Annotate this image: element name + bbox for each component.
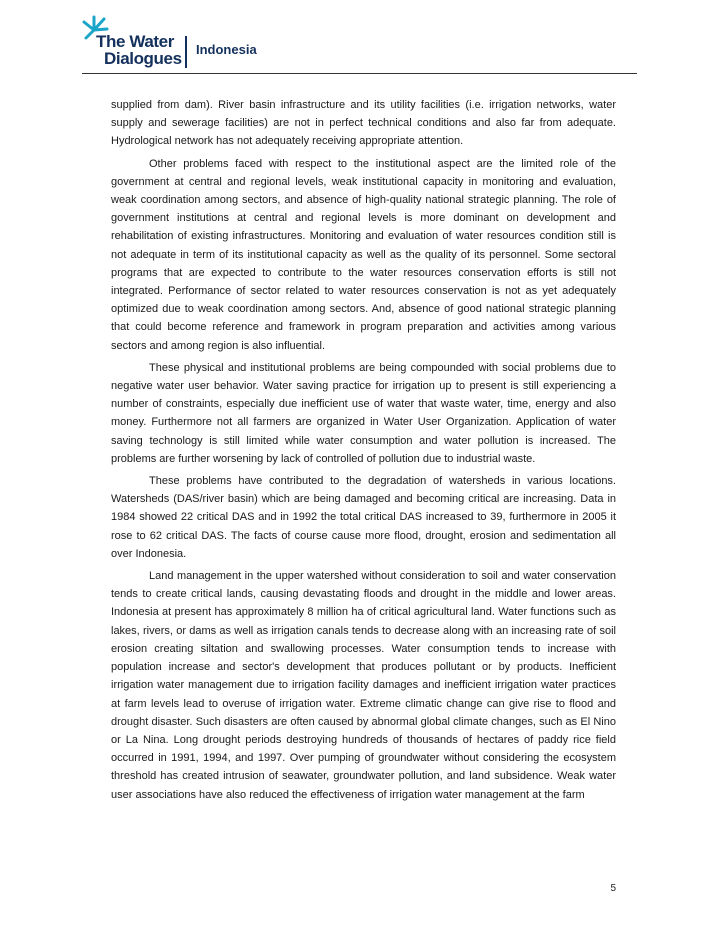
- page-number: 5: [610, 883, 616, 894]
- header-rule: [82, 73, 637, 74]
- paragraph-3: These physical and institutional problems are being compounded with social problems due to negative water user behavior. Water saving practice for irrigation up to present is still experiencing a number of constraints, especially due inefficient use of water that waste water, time, energy and also money. Furthermore not all farmers are organized in Water User Organization. Application of water saving technology is still limited while water consumption and water pollution is increased. The problems are further worsening by lack of controlled of pollution due to industrial waste.: [111, 361, 616, 465]
- paragraph-2: Other problems faced with respect to the institutional aspect are the limited role of the government at central and regional levels, weak institutional capacity in monitoring and evaluation, weak coordination among sectors, and absence of high-quality national strategic planning. The role of government institutions at central and regional levels is more dominant on development and rehabilitation of existing infrastructures. Monitoring and evaluation of water resources condition still is not adequate in term of its institutional capacity as well as the quality of its personnel. Some sectoral programs that are expected to contribute to the water resources conservation efforts is still not integrated. Performance of sector related to water resources conservation is not as yet adequately optimized due to weak coordination among sectors. And, absence of good national strategic planning that could become reference and framework in program preparation and activities among various sectors and among region is also influential.: [111, 157, 616, 352]
- logo-text-the-water: The Water: [96, 32, 174, 51]
- paragraph-4: These problems have contributed to the degradation of watersheds in various locations. Watersheds (DAS/river basin) which are being damaged and becoming critical are increasing. Data in 1984 showed 22 critical DAS and in 1992 the total critical DAS increased to 39, furthermore in 2005 it rose to 62 critical DAS. The facts of course cause more flood, drought, erosion and sedimentation all over Indonesia.: [111, 475, 616, 560]
- paragraph-5: Land management in the upper watershed without consideration to soil and water conservation tends to create critical lands, causing devastating floods and drought in the middle and lower areas. Indonesia at present has approximately 8 million ha of critical agricultural land. Water functions such as lakes, rivers, or dams as well as irrigation canals tends to decrease along with an increasing rate of soil erosion creating siltation and swallowing processes. Water consumption tends to increase with population increase and sector's development that produces pollutant or by products. Inefficient irrigation water management due to irrigation facility damages and inefficient irrigation water practices at farm levels lead to overuse of irrigation water. Extreme climatic change can give rise to flood and drought disaster. Such disasters are often caused by abnormal global climate changes, such as El Nino or La Nina. Long drought periods destroying hundreds of thousands of hectares of paddy rice field occurred in 1991, 1994, and 1997. Over pumping of groundwater without considering the ecosystem threshold has created intrusion of seawater, groundwater pollution, and land subsidence. Weak water user associations have also reduced the effectiveness of irrigation water management at the farm: [111, 570, 616, 801]
- page-header: [82, 14, 637, 76]
- header-country-title: Indonesia: [196, 42, 257, 57]
- header-divider: [185, 36, 187, 68]
- logo-text-dialogues: Dialogues: [104, 49, 182, 68]
- water-dialogues-logo: [82, 14, 182, 70]
- paragraph-1: supplied from dam). River basin infrastructure and its utility facilities (i.e. irrigation networks, water supply and sewerage facilities) are not in perfect technical conditions and also far from adequate. Hydrological network has not adequately receiving appropriate attention.: [111, 99, 616, 148]
- body-text: [111, 96, 616, 808]
